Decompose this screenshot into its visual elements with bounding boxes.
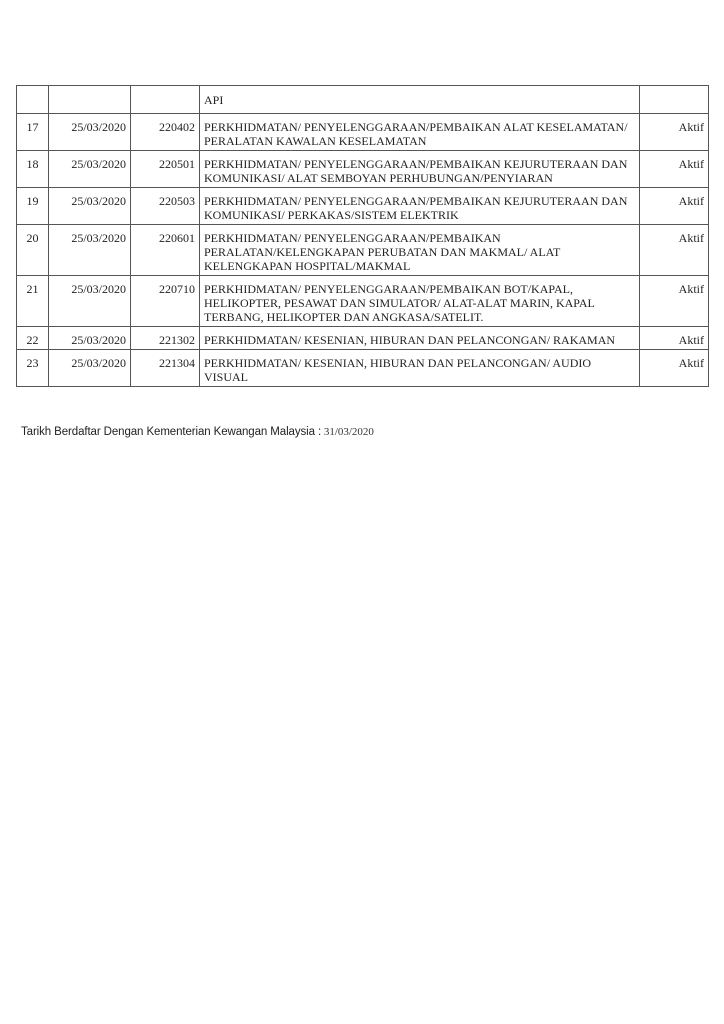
cell-description: PERKHIDMATAN/ KESENIAN, HIBURAN DAN PELANCONGAN/ AUDIO VISUAL [200, 350, 640, 387]
table-row [17, 86, 709, 114]
cell-status [640, 86, 709, 114]
cell-description: PERKHIDMATAN/ PENYELENGGARAAN/PEMBAIKAN PERALATAN/KELENGKAPAN PERUBATAN DAN MAKMAL/ ALAT KELENGKAPAN HOSPITAL/MAKMAL [200, 225, 640, 276]
cell-date: 25/03/2020 [49, 188, 131, 225]
cell-status: Aktif [640, 276, 709, 327]
table-row [17, 350, 709, 387]
cell-status: Aktif [640, 114, 709, 151]
cell-date: 25/03/2020 [49, 327, 131, 350]
cell-no: 22 [17, 327, 49, 350]
cell-status: Aktif [640, 327, 709, 350]
table-row [17, 225, 709, 276]
table-row [17, 114, 709, 151]
cell-description: PERKHIDMATAN/ KESENIAN, HIBURAN DAN PELANCONGAN/ RAKAMAN [200, 327, 640, 350]
cell-date: 25/03/2020 [49, 225, 131, 276]
cell-code: 220601 [131, 225, 200, 276]
cell-no: 20 [17, 225, 49, 276]
cell-code [131, 86, 200, 114]
cell-no: 21 [17, 276, 49, 327]
cell-status: Aktif [640, 225, 709, 276]
registration-table-body [17, 86, 709, 387]
cell-code: 221304 [131, 350, 200, 387]
cell-date: 25/03/2020 [49, 276, 131, 327]
cell-status: Aktif [640, 188, 709, 225]
table-row [17, 188, 709, 225]
cell-description: PERKHIDMATAN/ PENYELENGGARAAN/PEMBAIKAN KEJURUTERAAN DAN KOMUNIKASI/ ALAT SEMBOYAN PERHUBUNGAN/PENYIARAN [200, 151, 640, 188]
cell-description: API [200, 86, 640, 114]
cell-code: 220503 [131, 188, 200, 225]
registration-date-label: Tarikh Berdaftar Dengan Kementerian Kewangan Malaysia : [21, 426, 322, 438]
registration-table [16, 85, 709, 387]
cell-date: 25/03/2020 [49, 350, 131, 387]
cell-code: 221302 [131, 327, 200, 350]
cell-no: 17 [17, 114, 49, 151]
cell-code: 220710 [131, 276, 200, 327]
table-row [17, 276, 709, 327]
cell-status: Aktif [640, 350, 709, 387]
cell-code: 220501 [131, 151, 200, 188]
cell-date [49, 86, 131, 114]
table-row [17, 151, 709, 188]
cell-description: PERKHIDMATAN/ PENYELENGGARAAN/PEMBAIKAN BOT/KAPAL, HELIKOPTER, PESAWAT DAN SIMULATOR/ ALAT-ALAT MARIN, KAPAL TERBANG, HELIKOPTER DAN ANGKASA/SATELIT. [200, 276, 640, 327]
cell-status: Aktif [640, 151, 709, 188]
cell-no [17, 86, 49, 114]
cell-code: 220402 [131, 114, 200, 151]
table-row [17, 327, 709, 350]
cell-date: 25/03/2020 [49, 114, 131, 151]
cell-no: 19 [17, 188, 49, 225]
cell-no: 18 [17, 151, 49, 188]
cell-no: 23 [17, 350, 49, 387]
cell-description: PERKHIDMATAN/ PENYELENGGARAAN/PEMBAIKAN ALAT KESELAMATAN/ PERALATAN KAWALAN KESELAMATAN [200, 114, 640, 151]
registration-date-line [21, 426, 374, 438]
registration-date-value: 31/03/2020 [323, 426, 374, 438]
cell-description: PERKHIDMATAN/ PENYELENGGARAAN/PEMBAIKAN KEJURUTERAAN DAN KOMUNIKASI/ PERKAKAS/SISTEM ELEKTRIK [200, 188, 640, 225]
cell-date: 25/03/2020 [49, 151, 131, 188]
